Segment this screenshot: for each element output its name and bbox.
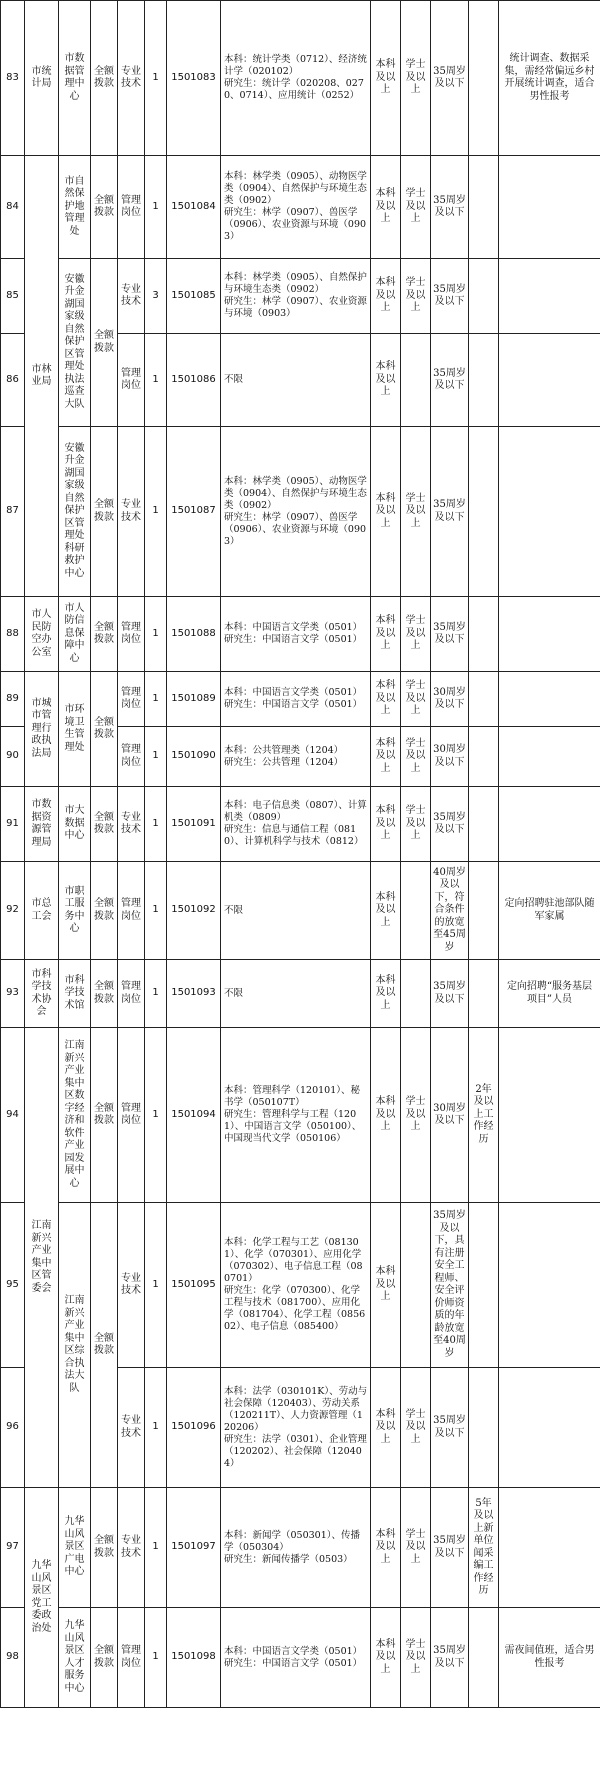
education-cell: 本科及以上 (371, 259, 401, 334)
education-cell: 本科及以上 (371, 672, 401, 727)
department-cell: 市总工会 (25, 862, 59, 960)
row-number: 88 (1, 597, 25, 672)
funding-cell: 全额拨款 (91, 672, 118, 787)
age-cell: 35周岁及以下 (431, 1608, 469, 1708)
other-requirement-cell: 5年及以上新单位闻采编工作经历 (469, 1488, 499, 1608)
education-cell: 本科及以上 (371, 1028, 401, 1203)
note-cell (499, 259, 600, 334)
table-row (1, 672, 600, 727)
post-code-cell: 1501088 (167, 597, 221, 672)
degree-cell: 学士及以上 (401, 156, 431, 259)
row-number: 96 (1, 1368, 25, 1488)
other-requirement-cell (469, 862, 499, 960)
headcount-cell: 1 (145, 156, 167, 259)
education-cell: 本科及以上 (371, 334, 401, 427)
note-cell (499, 672, 600, 727)
table-row (1, 1, 600, 156)
major-cell: 本科：林学类（0905）、动物医学类（0904）、自然保护与环境生态类（0902） 研究生：林学（0907）、兽医学（0906）、农业资源与环境（0903） (221, 156, 371, 259)
funding-cell: 全额拨款 (91, 1488, 118, 1608)
headcount-cell: 1 (145, 787, 167, 862)
row-number: 86 (1, 334, 25, 427)
note-cell (499, 1028, 600, 1203)
row-number: 94 (1, 1028, 25, 1203)
table-row (1, 1203, 600, 1368)
funding-cell: 全额拨款 (91, 597, 118, 672)
headcount-cell: 1 (145, 1028, 167, 1203)
post-code-cell: 1501098 (167, 1608, 221, 1708)
headcount-cell: 1 (145, 427, 167, 597)
degree-cell: 学士及以上 (401, 597, 431, 672)
age-cell: 35周岁及以下 (431, 787, 469, 862)
post-code-cell: 1501094 (167, 1028, 221, 1203)
other-requirement-cell (469, 672, 499, 727)
post-type-cell: 专业技术 (118, 1488, 145, 1608)
post-type-cell: 专业技术 (118, 427, 145, 597)
table-row (1, 259, 600, 334)
major-cell: 不限 (221, 862, 371, 960)
table-row (1, 156, 600, 259)
headcount-cell: 1 (145, 862, 167, 960)
post-code-cell: 1501096 (167, 1368, 221, 1488)
note-cell: 定向招聘驻池部队随军家属 (499, 862, 600, 960)
post-code-cell: 1501095 (167, 1203, 221, 1368)
funding-cell: 全额拨款 (91, 787, 118, 862)
education-cell: 本科及以上 (371, 156, 401, 259)
other-requirement-cell (469, 427, 499, 597)
row-number: 89 (1, 672, 25, 727)
post-code-cell: 1501097 (167, 1488, 221, 1608)
post-code-cell: 1501083 (167, 1, 221, 156)
post-type-cell: 管理岗位 (118, 862, 145, 960)
age-cell: 35周岁及以下 (431, 1368, 469, 1488)
row-number: 93 (1, 960, 25, 1028)
headcount-cell: 1 (145, 1, 167, 156)
degree-cell: 学士及以上 (401, 259, 431, 334)
headcount-cell: 1 (145, 672, 167, 727)
age-cell: 30周岁及以下 (431, 727, 469, 787)
education-cell: 本科及以上 (371, 1608, 401, 1708)
headcount-cell: 1 (145, 1488, 167, 1608)
major-cell: 本科：法学（030101K）、劳动与社会保障（120403）、劳动关系（120211T）、人力资源管理（120206） 研究生：法学（0301）、企业管理（120202）、社会保障（120404） (221, 1368, 371, 1488)
education-cell: 本科及以上 (371, 727, 401, 787)
major-cell: 本科：公共管理类（1204） 研究生：公共管理（1204） (221, 727, 371, 787)
degree-cell: 学士及以上 (401, 672, 431, 727)
row-number: 90 (1, 727, 25, 787)
post-code-cell: 1501087 (167, 427, 221, 597)
row-number: 84 (1, 156, 25, 259)
unit-cell: 市数据管理中心 (59, 1, 91, 156)
degree-cell: 学士及以上 (401, 727, 431, 787)
post-type-cell: 管理岗位 (118, 727, 145, 787)
funding-cell: 全额拨款 (91, 1, 118, 156)
other-requirement-cell: 2年及以上工作经历 (469, 1028, 499, 1203)
note-cell (499, 427, 600, 597)
age-cell: 35周岁及以下 (431, 259, 469, 334)
headcount-cell: 1 (145, 1203, 167, 1368)
headcount-cell: 1 (145, 597, 167, 672)
row-number: 97 (1, 1488, 25, 1608)
department-cell: 市林业局 (25, 156, 59, 597)
education-cell: 本科及以上 (371, 427, 401, 597)
unit-cell: 安徽升金湖国家级自然保护区管理处科研救护中心 (59, 427, 91, 597)
department-cell: 市数据资源管理局 (25, 787, 59, 862)
age-cell: 35周岁及以下 (431, 960, 469, 1028)
department-cell: 市统计局 (25, 1, 59, 156)
table-row (1, 1488, 600, 1608)
headcount-cell: 3 (145, 259, 167, 334)
major-cell: 本科：中国语言文学类（0501） 研究生：中国语言文学（0501） (221, 672, 371, 727)
unit-cell: 市人防信息保障中心 (59, 597, 91, 672)
education-cell: 本科及以上 (371, 787, 401, 862)
unit-cell: 市自然保护地管理处 (59, 156, 91, 259)
note-cell (499, 156, 600, 259)
department-cell: 市人民防空办公室 (25, 597, 59, 672)
funding-cell: 全额拨款 (91, 259, 118, 427)
unit-cell: 市大数据中心 (59, 787, 91, 862)
degree-cell: 学士及以上 (401, 1368, 431, 1488)
note-cell (499, 334, 600, 427)
unit-cell: 九华山风景区广电中心 (59, 1488, 91, 1608)
major-cell: 本科：电子信息类（0807）、计算机类（0809） 研究生：信息与通信工程（0810）、计算机科学与技术（0812） (221, 787, 371, 862)
headcount-cell: 1 (145, 1368, 167, 1488)
note-cell (499, 1368, 600, 1488)
post-code-cell: 1501092 (167, 862, 221, 960)
other-requirement-cell (469, 259, 499, 334)
unit-cell: 市科学技术馆 (59, 960, 91, 1028)
other-requirement-cell (469, 597, 499, 672)
table-row (1, 787, 600, 862)
education-cell: 本科及以上 (371, 960, 401, 1028)
post-type-cell: 专业技术 (118, 1, 145, 156)
note-cell (499, 597, 600, 672)
other-requirement-cell (469, 787, 499, 862)
major-cell: 不限 (221, 334, 371, 427)
major-cell: 本科：新闻学（050301）、传播学（050304） 研究生：新闻传播学（0503） (221, 1488, 371, 1608)
post-type-cell: 管理岗位 (118, 597, 145, 672)
post-type-cell: 专业技术 (118, 1203, 145, 1368)
post-code-cell: 1501090 (167, 727, 221, 787)
age-cell: 35周岁及以下 (431, 156, 469, 259)
post-type-cell: 专业技术 (118, 787, 145, 862)
headcount-cell: 1 (145, 1608, 167, 1708)
note-cell (499, 727, 600, 787)
degree-cell (401, 1203, 431, 1368)
unit-cell: 市职工服务中心 (59, 862, 91, 960)
note-cell (499, 1203, 600, 1368)
funding-cell: 全额拨款 (91, 156, 118, 259)
note-cell: 需夜间值班，适合男性报考 (499, 1608, 600, 1708)
major-cell: 本科：统计学类（0712）、经济统计学（020102） 研究生：统计学（020208、0270、0714）、应用统计（0252） (221, 1, 371, 156)
note-cell (499, 1488, 600, 1608)
headcount-cell: 1 (145, 727, 167, 787)
other-requirement-cell (469, 727, 499, 787)
age-cell: 35周岁及以下 (431, 427, 469, 597)
post-type-cell: 管理岗位 (118, 334, 145, 427)
degree-cell: 学士及以上 (401, 1488, 431, 1608)
department-cell: 市科学技术协会 (25, 960, 59, 1028)
row-number: 91 (1, 787, 25, 862)
post-type-cell: 管理岗位 (118, 156, 145, 259)
table-row (1, 597, 600, 672)
age-cell: 35周岁及以下 (431, 334, 469, 427)
funding-cell: 全额拨款 (91, 1203, 118, 1488)
note-cell: 定向招聘“服务基层项目”人员 (499, 960, 600, 1028)
row-number: 92 (1, 862, 25, 960)
other-requirement-cell (469, 1608, 499, 1708)
age-cell: 30周岁及以下 (431, 672, 469, 727)
department-cell: 市城市管理行政执法局 (25, 672, 59, 787)
education-cell: 本科及以上 (371, 1, 401, 156)
age-cell: 30周岁及以下 (431, 1028, 469, 1203)
post-code-cell: 1501093 (167, 960, 221, 1028)
funding-cell: 全额拨款 (91, 1028, 118, 1203)
major-cell: 本科：化学工程与工艺（081301）、化学（070301）、应用化学（070302）、电子信息工程（080701） 研究生：化学（070300）、化学工程与技术（081700）、应用化学（081704）、化学工程（085602）、电子信息（085400） (221, 1203, 371, 1368)
note-cell (499, 787, 600, 862)
row-number: 95 (1, 1203, 25, 1368)
row-number: 87 (1, 427, 25, 597)
other-requirement-cell (469, 960, 499, 1028)
major-cell: 本科：中国语言文学类（0501） 研究生：中国语言文学（0501） (221, 1608, 371, 1708)
age-cell: 35周岁及以下 (431, 1, 469, 156)
headcount-cell: 1 (145, 960, 167, 1028)
degree-cell (401, 960, 431, 1028)
post-type-cell: 管理岗位 (118, 960, 145, 1028)
table-row (1, 862, 600, 960)
row-number: 85 (1, 259, 25, 334)
table-row (1, 1028, 600, 1203)
post-code-cell: 1501085 (167, 259, 221, 334)
other-requirement-cell (469, 156, 499, 259)
unit-cell: 江南新兴产业集中区综合执法大队 (59, 1203, 91, 1488)
note-cell: 统计调查、数据采集，需经常偏远乡村开展统计调查，适合男性报考 (499, 1, 600, 156)
funding-cell: 全额拨款 (91, 1608, 118, 1708)
post-type-cell: 管理岗位 (118, 1028, 145, 1203)
unit-cell: 江南新兴产业集中区数字经济和软件产业园发展中心 (59, 1028, 91, 1203)
degree-cell: 学士及以上 (401, 427, 431, 597)
post-code-cell: 1501091 (167, 787, 221, 862)
other-requirement-cell (469, 334, 499, 427)
funding-cell: 全额拨款 (91, 960, 118, 1028)
major-cell: 本科：中国语言文学类（0501） 研究生：中国语言文学（0501） (221, 597, 371, 672)
major-cell: 本科：林学类（0905）、动物医学类（0904）、自然保护与环境生态类（0902） 研究生：林学（0907）、兽医学（0906）、农业资源与环境（0903） (221, 427, 371, 597)
table-row (1, 1608, 600, 1708)
headcount-cell: 1 (145, 334, 167, 427)
department-cell: 江南新兴产业集中区管委会 (25, 1028, 59, 1488)
other-requirement-cell (469, 1203, 499, 1368)
post-code-cell: 1501084 (167, 156, 221, 259)
post-type-cell: 专业技术 (118, 259, 145, 334)
other-requirement-cell (469, 1368, 499, 1488)
funding-cell: 全额拨款 (91, 427, 118, 597)
funding-cell: 全额拨款 (91, 862, 118, 960)
degree-cell: 学士及以上 (401, 787, 431, 862)
department-cell: 九华山风景区党工委政治处 (25, 1488, 59, 1708)
post-type-cell: 管理岗位 (118, 672, 145, 727)
unit-cell: 安徽升金湖国家级自然保护区管理处执法巡查大队 (59, 259, 91, 427)
age-cell: 35周岁及以下 (431, 597, 469, 672)
row-number: 98 (1, 1608, 25, 1708)
education-cell: 本科及以上 (371, 597, 401, 672)
degree-cell (401, 334, 431, 427)
degree-cell: 学士及以上 (401, 1608, 431, 1708)
degree-cell: 学士及以上 (401, 1, 431, 156)
table-row (1, 427, 600, 597)
post-type-cell: 管理岗位 (118, 1608, 145, 1708)
unit-cell: 市环境卫生管理处 (59, 672, 91, 787)
post-code-cell: 1501089 (167, 672, 221, 727)
row-number: 83 (1, 1, 25, 156)
major-cell: 本科：林学类（0905）、自然保护与环境生态类（0902） 研究生：林学（0907）、农业资源与环境（0903） (221, 259, 371, 334)
unit-cell: 九华山风景区人才服务中心 (59, 1608, 91, 1708)
major-cell: 本科：管理科学（120101）、秘书学（050107T） 研究生：管理科学与工程（1201）、中国语言文学（050100）、中国现当代文学（050106） (221, 1028, 371, 1203)
degree-cell (401, 862, 431, 960)
education-cell: 本科及以上 (371, 1488, 401, 1608)
post-code-cell: 1501086 (167, 334, 221, 427)
education-cell: 本科及以上 (371, 1203, 401, 1368)
education-cell: 本科及以上 (371, 1368, 401, 1488)
degree-cell: 学士及以上 (401, 1028, 431, 1203)
other-requirement-cell (469, 1, 499, 156)
post-type-cell: 专业技术 (118, 1368, 145, 1488)
age-cell: 35周岁及以下，具有注册安全工程师、安全评价师资质的年龄放宽至40周岁 (431, 1203, 469, 1368)
table-row (1, 960, 600, 1028)
age-cell: 40周岁及以下，符合条件的放宽至45周岁 (431, 862, 469, 960)
age-cell: 35周岁及以下 (431, 1488, 469, 1608)
education-cell: 本科及以上 (371, 862, 401, 960)
major-cell: 不限 (221, 960, 371, 1028)
